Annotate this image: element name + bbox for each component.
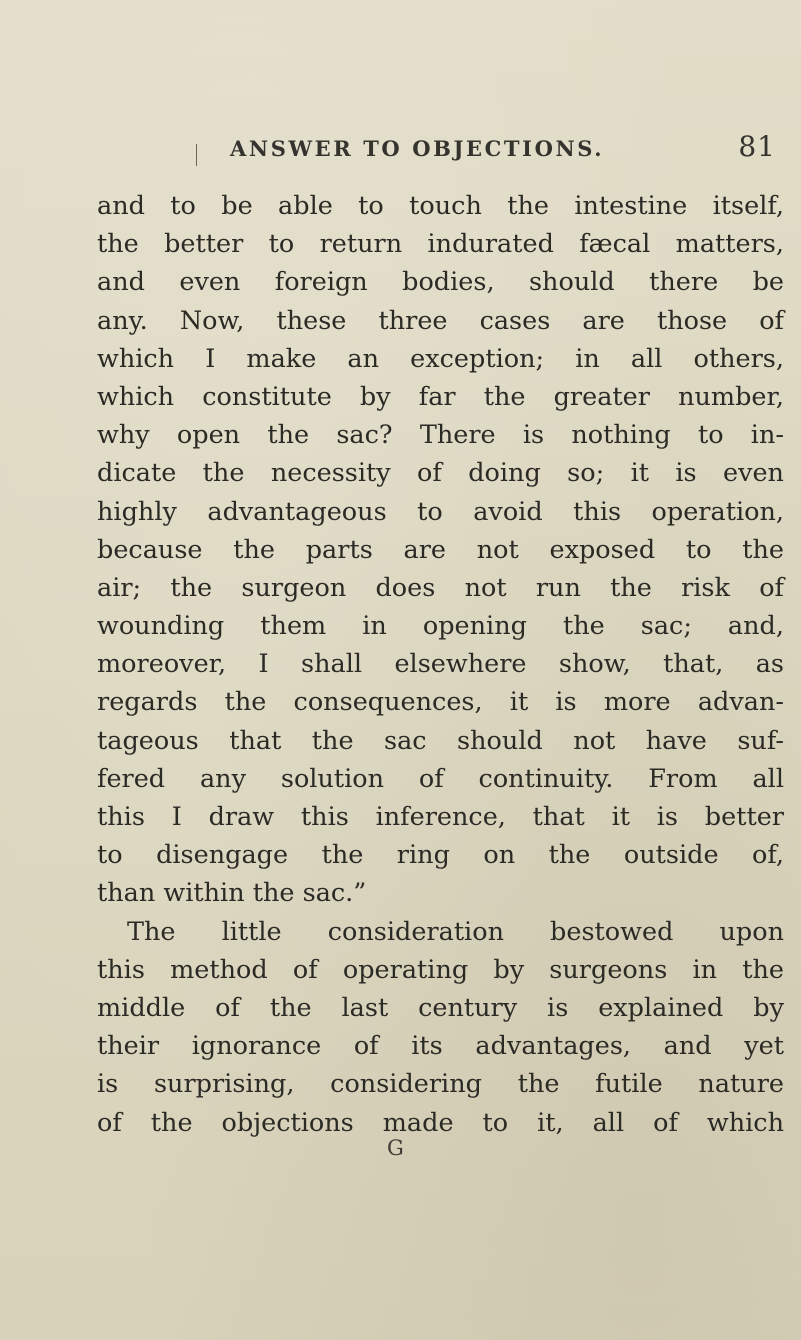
- text-line: wounding them in opening the sac; and,: [97, 611, 784, 642]
- text-line: of the objections made to it, all of which: [97, 1107, 784, 1138]
- text-line: which constitute by far the greater number,: [97, 381, 784, 412]
- text-line: than within the sac.”: [97, 878, 367, 909]
- text-line: tageous that the sac should not have suf-: [97, 725, 784, 756]
- text-line: which I make an exception; in all others,: [97, 343, 784, 374]
- text-line: this method of operating by surgeons in the: [97, 954, 784, 985]
- running-head-title: ANSWER TO OBJECTIONS.: [230, 136, 605, 161]
- text-line: highly advantageous to avoid this operation,: [97, 496, 784, 527]
- body-text: [97, 187, 784, 1142]
- text-line: because the parts are not exposed to the: [97, 534, 784, 565]
- text-line: any. Now, these three cases are those of: [97, 305, 784, 336]
- page-number: 81: [738, 130, 776, 163]
- text-line: this I draw this inference, that it is better: [97, 802, 784, 832]
- text-line: and even foreign bodies, should there be: [97, 267, 784, 298]
- text-line: why open the sac? There is nothing to in-: [97, 420, 784, 451]
- text-line: The little consideration bestowed upon: [127, 916, 784, 947]
- text-line: fered any solution of continuity. From all: [97, 763, 784, 794]
- text-line: and to be able to touch the intestine itself,: [97, 191, 784, 221]
- text-line: to disengage the ring on the outside of,: [97, 840, 784, 871]
- signature-mark: G: [387, 1136, 405, 1160]
- running-head: [196, 130, 776, 174]
- text-line: is surprising, considering the futile nature: [97, 1069, 784, 1100]
- text-line: regards the consequences, it is more advan-: [97, 687, 784, 718]
- text-line: middle of the last century is explained by: [97, 992, 784, 1023]
- running-head-rule: [196, 144, 197, 166]
- text-line: dicate the necessity of doing so; it is even: [97, 458, 784, 489]
- text-line: air; the surgeon does not run the risk of: [97, 572, 784, 603]
- text-line: their ignorance of its advantages, and yet: [97, 1031, 784, 1062]
- text-line: moreover, I shall elsewhere show, that, as: [97, 649, 784, 680]
- text-line: the better to return indurated fæcal matters,: [97, 229, 784, 260]
